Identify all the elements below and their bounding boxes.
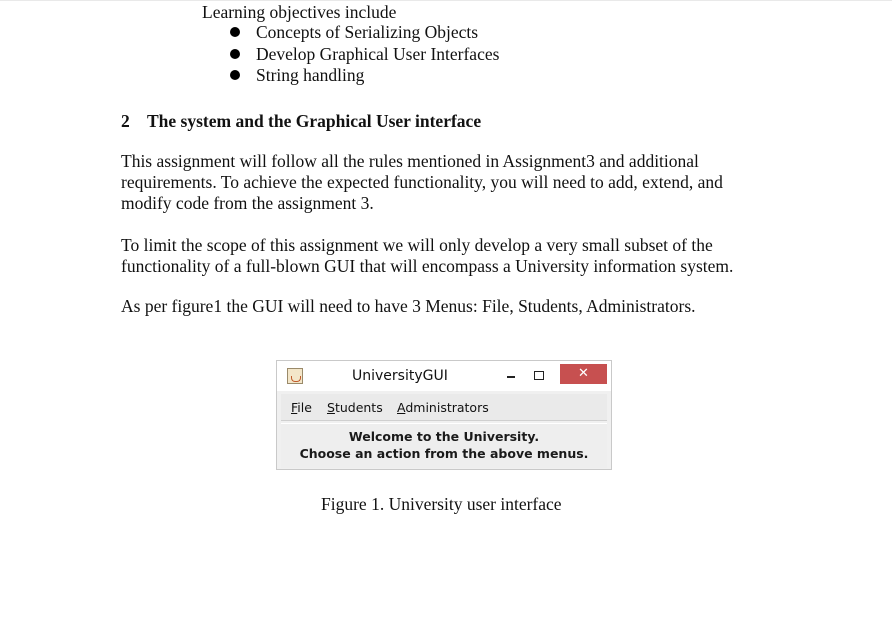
- close-icon: ✕: [578, 366, 589, 381]
- window-content: [281, 423, 607, 468]
- window-title: UniversityGUI: [352, 368, 448, 384]
- paragraph1-line: This assignment will follow all the rules mentioned in Assignment3 and additional: [121, 151, 699, 171]
- objective-item: Concepts of Serializing Objects: [256, 22, 479, 42]
- section-number: 2: [121, 111, 130, 131]
- minimize-button[interactable]: [501, 367, 521, 385]
- menu-file[interactable]: File: [291, 400, 312, 415]
- menu-administrators[interactable]: Administrators: [397, 400, 489, 415]
- paragraph2-line: To limit the scope of this assignment we will only develop a very small subset of the: [121, 235, 713, 255]
- paragraph1-line: modify code from the assignment 3.: [121, 193, 374, 213]
- section-heading: [121, 111, 481, 131]
- close-button[interactable]: [560, 364, 607, 384]
- figure-caption: Figure 1. University user interface: [321, 494, 562, 514]
- paragraph2-line: functionality of a full-blown GUI that will encompass a University information system.: [121, 256, 734, 276]
- page-top-rule: [0, 0, 892, 1]
- bullet-icon: [230, 27, 240, 37]
- paragraph3: As per figure1 the GUI will need to have 3 Menus: File, Students, Administrators.: [121, 296, 696, 316]
- bullet-icon: [230, 49, 240, 59]
- objective-item: Develop Graphical User Interfaces: [256, 44, 500, 64]
- section-title: The system and the Graphical User interface: [147, 111, 482, 131]
- java-app-icon: [287, 368, 303, 384]
- welcome-message-line1: Welcome to the University.: [348, 429, 540, 444]
- bullet-icon: [230, 70, 240, 80]
- menu-students[interactable]: Students: [327, 400, 383, 415]
- objective-item: String handling: [256, 65, 365, 85]
- menu-bar: [281, 394, 607, 421]
- window-titlebar[interactable]: [277, 361, 611, 391]
- paragraph1-line: requirements. To achieve the expected functionality, you will need to add, extend, and: [121, 172, 723, 192]
- objectives-intro: Learning objectives include: [202, 2, 397, 22]
- university-gui-window: [276, 360, 612, 470]
- maximize-button[interactable]: [529, 367, 549, 385]
- welcome-message-line2: Choose an action from the above menus.: [299, 446, 589, 461]
